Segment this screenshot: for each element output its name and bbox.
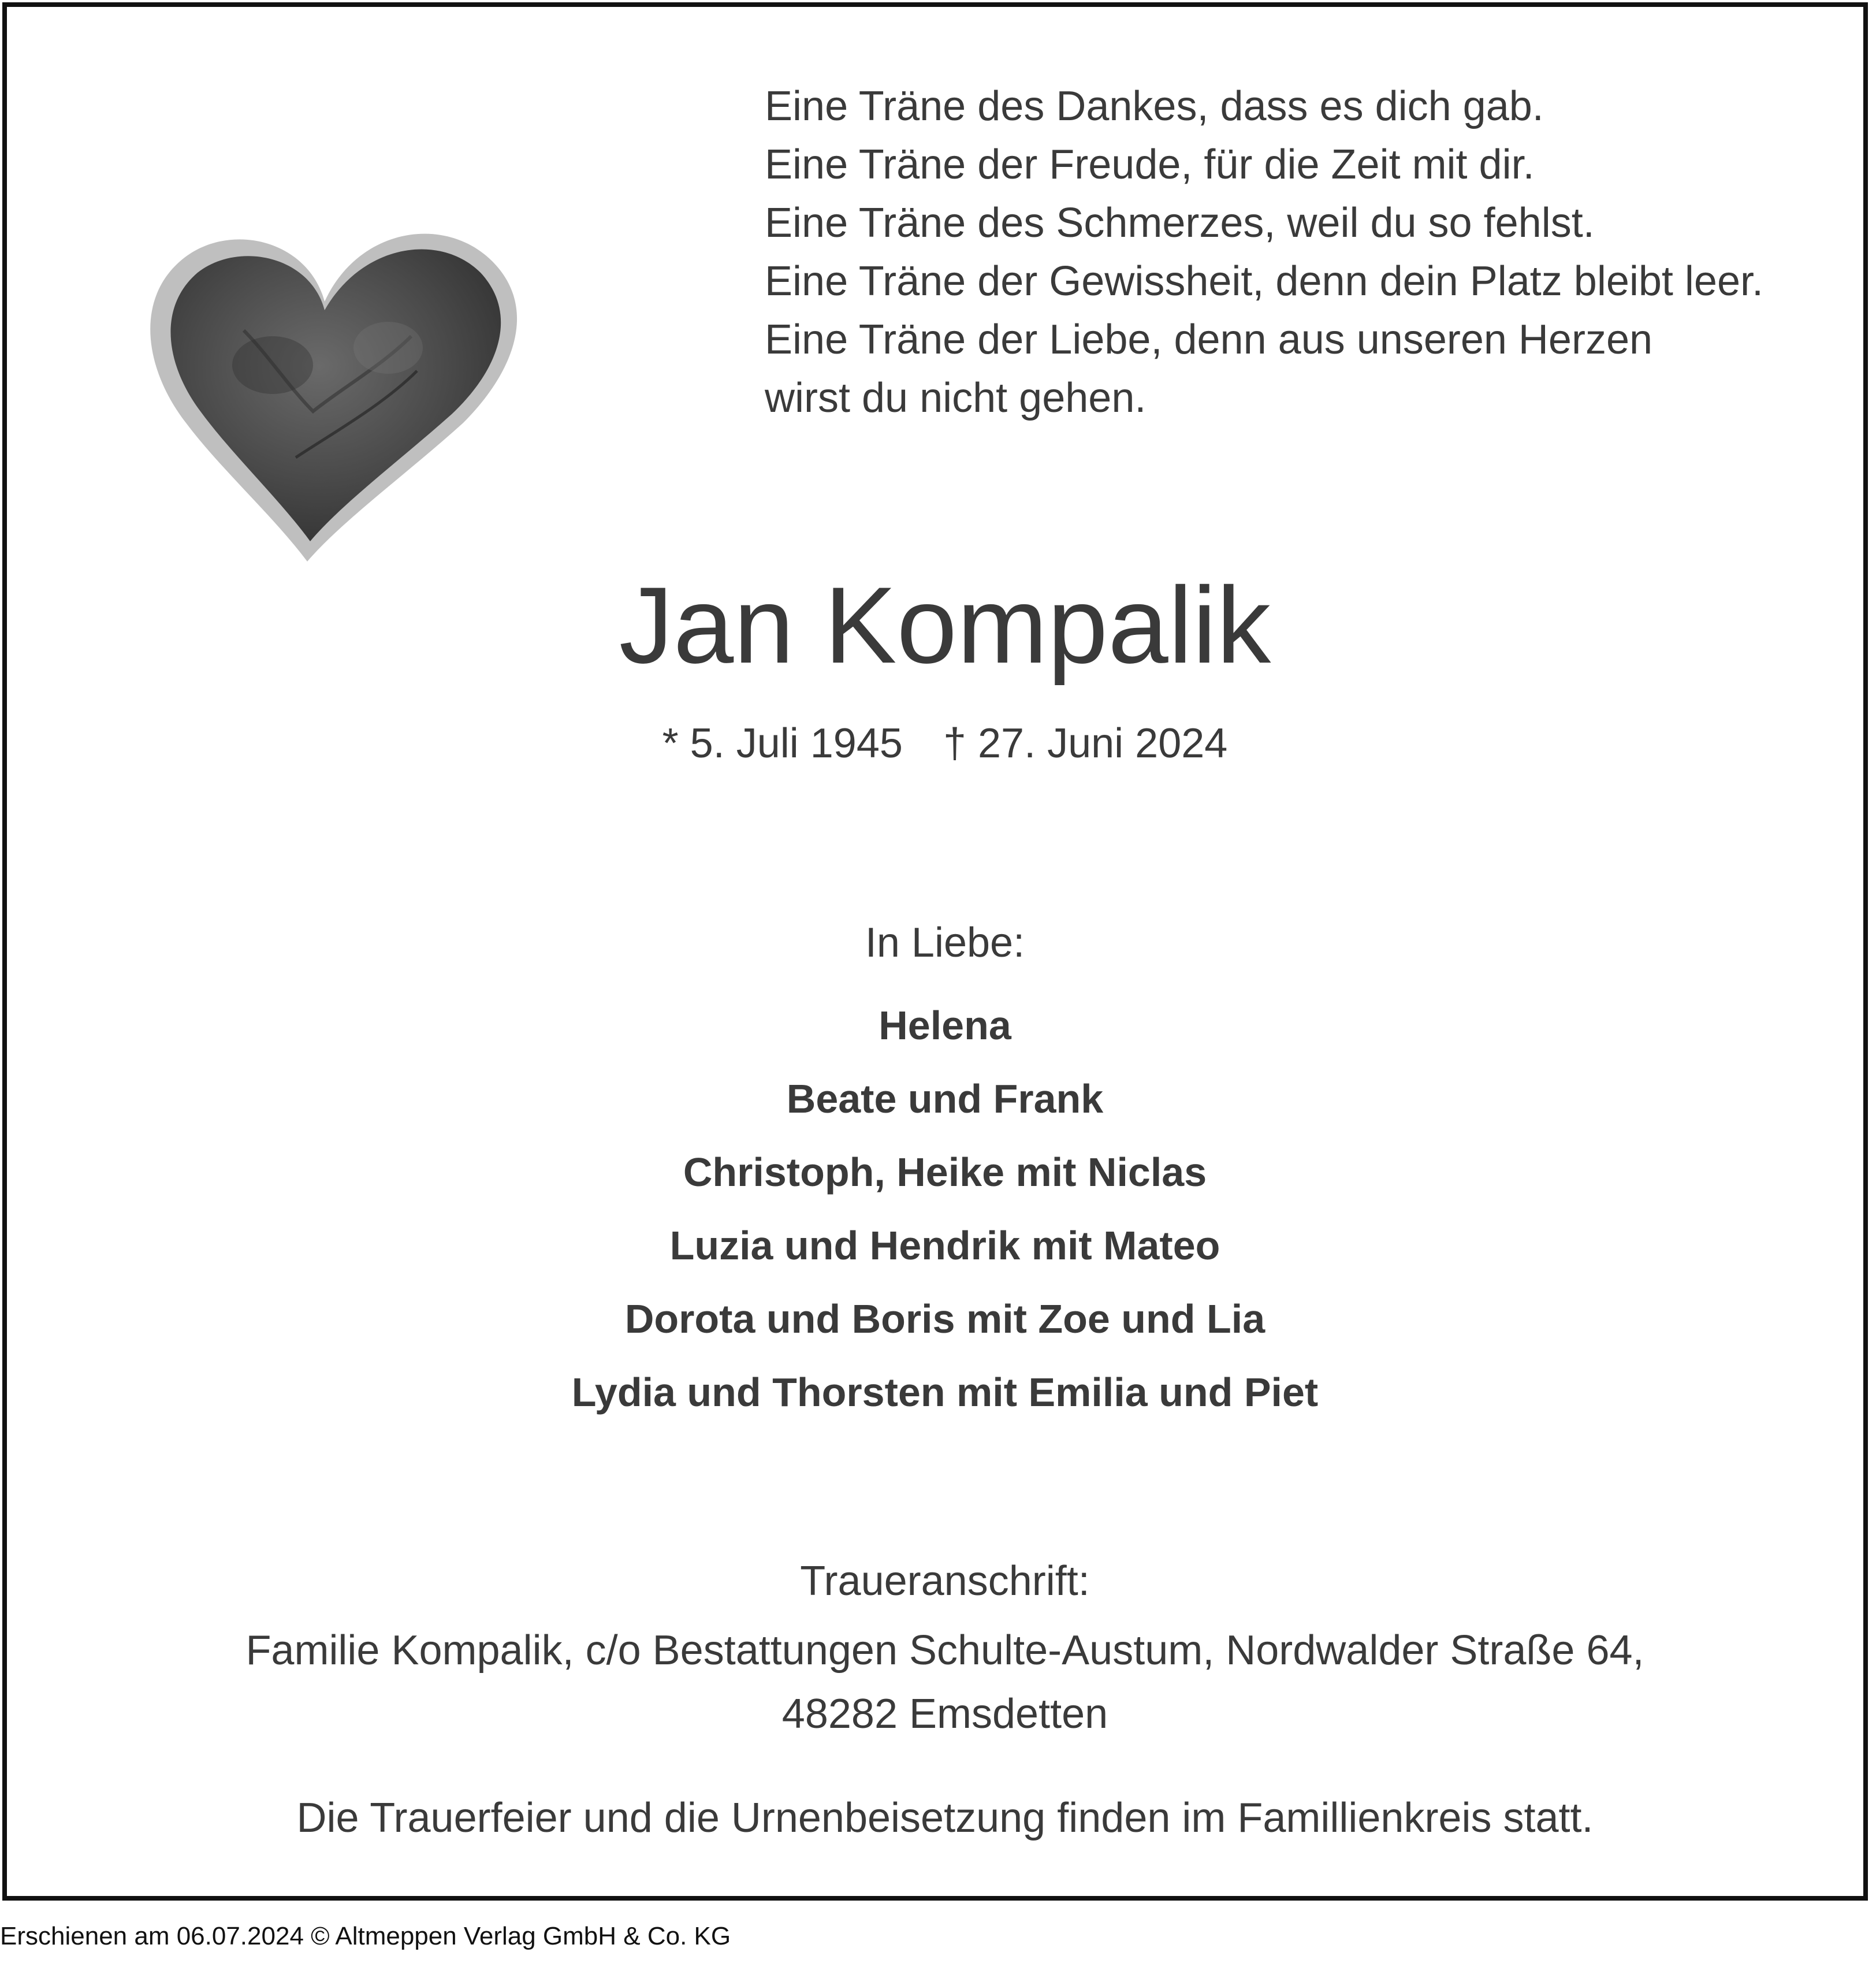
deceased-name: Jan Kompalik bbox=[619, 564, 1271, 686]
address-label: Traueranschrift: bbox=[800, 1558, 1090, 1604]
watercolor-heart-icon bbox=[140, 215, 544, 579]
address-line: Familie Kompalik, c/o Bestattungen Schulte-Austum, Nordwalder Straße 64, bbox=[245, 1627, 1644, 1674]
memorial-poem bbox=[765, 77, 1851, 427]
poem-line: Eine Träne der Liebe, denn aus unseren Herzen bbox=[765, 317, 1653, 363]
mourner-name: Beate und Frank bbox=[786, 1076, 1104, 1121]
funeral-notice: Die Trauerfeier und die Urnenbeisetzung finden im Famillienkreis statt. bbox=[296, 1795, 1594, 1841]
mourner-name: Luzia und Hendrik mit Mateo bbox=[669, 1223, 1220, 1268]
mourner-name: Lydia und Thorsten mit Emilia und Piet bbox=[571, 1370, 1319, 1415]
obituary-frame bbox=[2, 2, 1868, 1901]
life-dates bbox=[7, 717, 1876, 769]
poem-line: Eine Träne der Freude, für die Zeit mit dir. bbox=[765, 142, 1535, 188]
poem-line: wirst du nicht gehen. bbox=[765, 375, 1147, 421]
publication-footer: Erschienen am 06.07.2024 © Altmeppen Verlag GmbH & Co. KG bbox=[0, 1922, 731, 1950]
mourner-name: Dorota und Boris mit Zoe und Lia bbox=[624, 1296, 1265, 1341]
mourning-address bbox=[7, 1619, 1876, 1746]
poem-line: Eine Träne des Schmerzes, weil du so fehlst. bbox=[765, 200, 1595, 246]
mourners-intro: In Liebe: bbox=[865, 920, 1025, 966]
mourner-name: Christoph, Heike mit Niclas bbox=[683, 1150, 1207, 1195]
mourner-name: Helena bbox=[879, 1003, 1011, 1048]
poem-line: Eine Träne des Dankes, dass es dich gab. bbox=[765, 83, 1544, 129]
death-date: † 27. Juni 2024 bbox=[943, 720, 1228, 767]
poem-line: Eine Träne der Gewissheit, denn dein Platz bleibt leer. bbox=[765, 258, 1764, 304]
address-line: 48282 Emsdetten bbox=[781, 1691, 1108, 1737]
birth-date: * 5. Juli 1945 bbox=[662, 720, 903, 767]
mourners-list bbox=[7, 989, 1876, 1429]
